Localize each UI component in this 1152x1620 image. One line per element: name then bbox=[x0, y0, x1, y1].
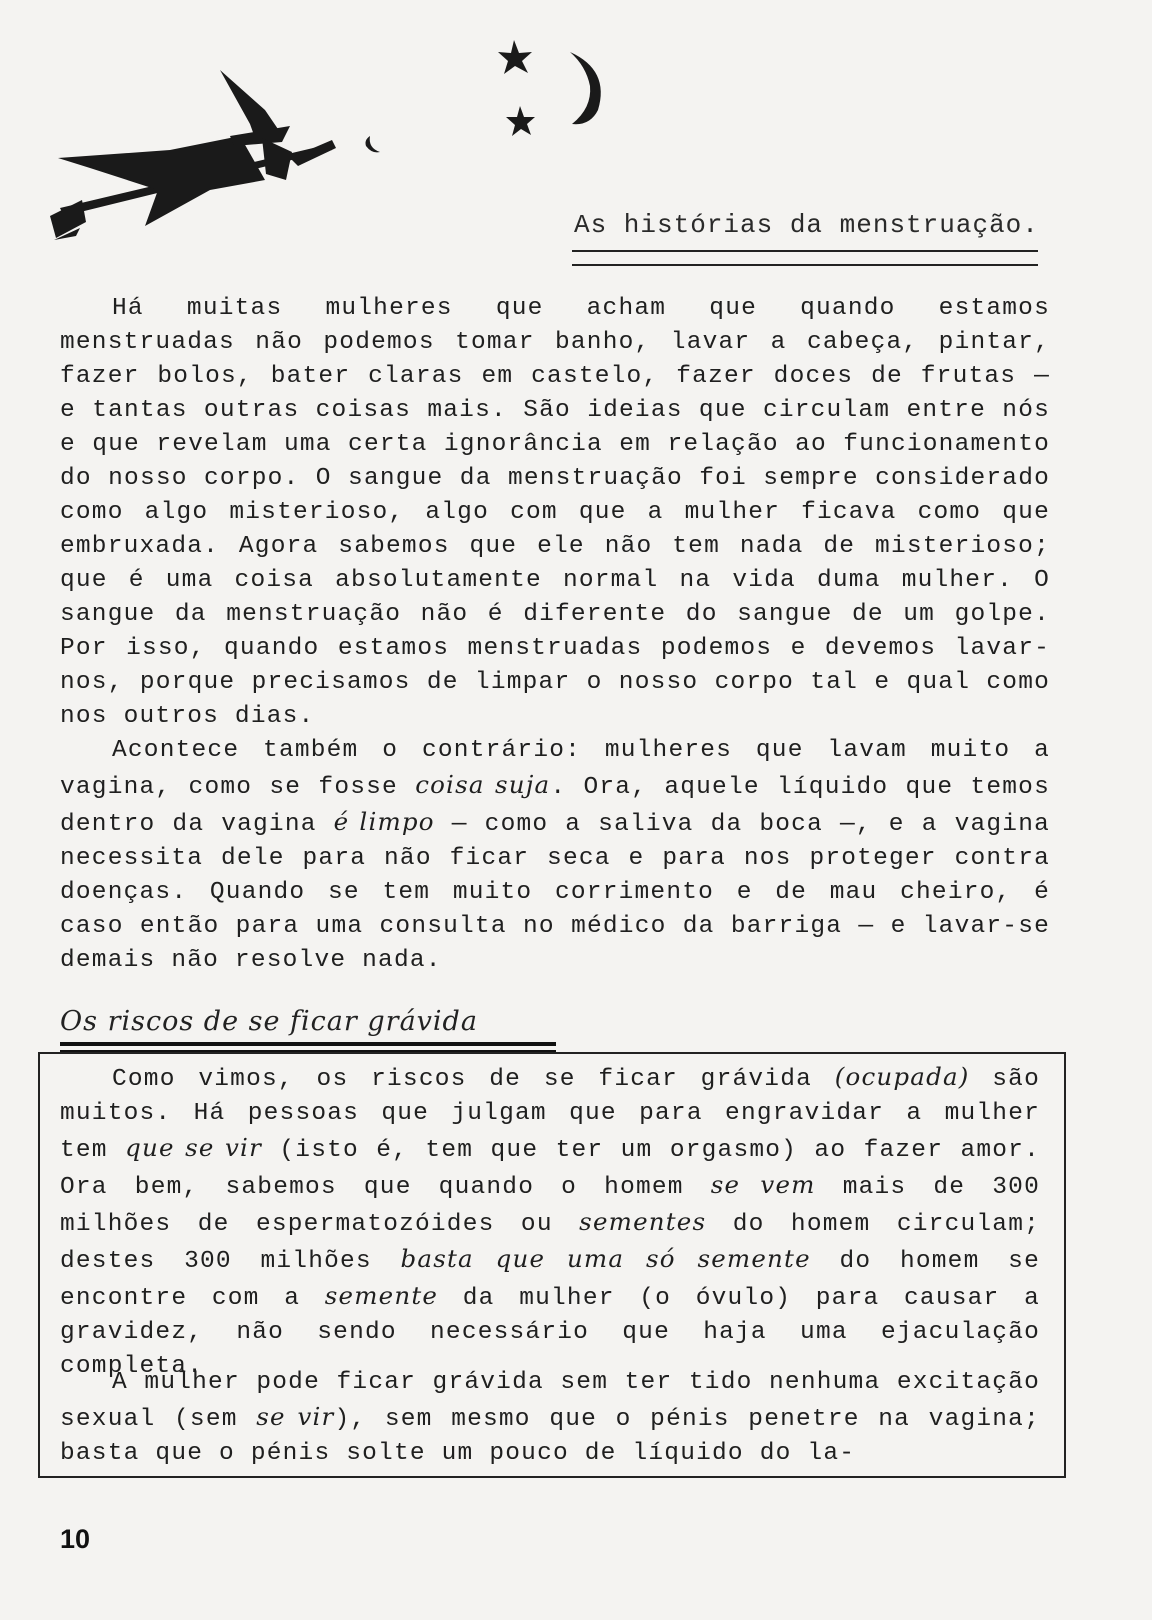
text-run: A mulher pode ficar grávida sem ter tido nenhuma excitação sexual (sem bbox=[60, 1369, 1040, 1433]
paragraph-pregnancy-without-excitation bbox=[60, 1366, 1040, 1471]
paragraph-pregnancy-risks bbox=[60, 1060, 1040, 1384]
italic-text-run: coisa suja bbox=[415, 770, 551, 799]
section-heading: Os riscos de se ficar grávida bbox=[60, 1006, 478, 1037]
text-run: são muitos. Há pessoas que julgam que para engravidar a mulher tem bbox=[60, 1066, 1040, 1164]
witch-illustration bbox=[50, 40, 650, 260]
italic-text-run: que se vir bbox=[125, 1133, 263, 1162]
text-run: do homem se encontre com a bbox=[60, 1248, 1040, 1312]
paragraph-menstruation-myths: Há muitas mulheres que acham que quando estamos menstruadas não podemos tomar banho, lavar a cabeça, pintar, fazer bolos, bater claras em castelo, fazer doces de frutas — e tantas outras coisas mais. São ideias que circulam entre nós e que revelam uma certa ignorância em relação ao funcionamento do nosso corpo. O sangue da menstruação foi sempre considerado como algo misterioso, algo com que a mulher ficava como que embruxada. Agora sabemos que ele não tem nada de misterioso; que é uma coisa absolutamente normal na vida duma mulher. O sangue da menstruação não é diferente do sangue de um golpe. Por isso, quando estamos menstruadas podemos e devemos lavar-nos, porque precisamos de limpar o nosso corpo tal e qual como nos outros dias. bbox=[60, 295, 1050, 730]
text-run: Acontece também o contrário: mulheres que lavam muito a vagina, como se fosse bbox=[60, 737, 1050, 801]
text-run: — como a saliva da boca —, e a vagina necessita dele para não ficar seca e para nos proteger contra doenças. Quando se tem muito corrimento e de mau cheiro, é caso então para uma consulta no médico da barriga — e lavar-se demais não resolve nada. bbox=[60, 811, 1051, 974]
text-run: da mulher (o óvulo) para causar a gravidez, não sendo necessário que haja uma ejaculação completa. bbox=[60, 1285, 1040, 1380]
paragraph-vaginal-washing bbox=[60, 734, 1050, 978]
text-run: (isto é, tem que ter um orgasmo) ao fazer amor. Ora bem, sabemos que quando o homem bbox=[60, 1137, 1040, 1201]
section-heading-underline bbox=[60, 1042, 556, 1046]
crescent-moon-icon bbox=[570, 52, 601, 124]
italic-text-run: semente bbox=[324, 1281, 439, 1310]
text-run: mais de 300 milhões de espermatozóides ou bbox=[60, 1174, 1040, 1238]
witch-on-broom-icon bbox=[50, 70, 336, 240]
italic-text-run: (ocupada) bbox=[834, 1062, 970, 1091]
text-run: Como vimos, os riscos de se ficar grávida bbox=[112, 1066, 835, 1093]
title-underline bbox=[572, 250, 1038, 252]
page-number: 10 bbox=[60, 1524, 91, 1554]
star-icon bbox=[506, 106, 535, 136]
italic-text-run: se vir bbox=[256, 1402, 335, 1431]
boxed-text-panel bbox=[38, 1052, 1066, 1478]
text-run: . Ora, aquele líquido que temos dentro da vagina bbox=[60, 774, 1050, 838]
italic-text-run: é limpo bbox=[333, 807, 435, 836]
italic-text-run: se vem bbox=[710, 1170, 816, 1199]
small-crescent-icon bbox=[366, 136, 381, 152]
page-title: As histórias da menstruação. bbox=[574, 210, 1039, 240]
italic-text-run: sementes bbox=[579, 1207, 707, 1236]
text-run: ), sem mesmo que o pénis penetre na vagina; basta que o pénis solte um pouco de líquido do la- bbox=[60, 1406, 1040, 1467]
italic-text-run: basta que uma só semente bbox=[400, 1244, 811, 1273]
text-run: do homem circulam; destes 300 milhões bbox=[60, 1211, 1040, 1275]
star-icon bbox=[498, 40, 532, 74]
title-underline bbox=[572, 264, 1038, 266]
